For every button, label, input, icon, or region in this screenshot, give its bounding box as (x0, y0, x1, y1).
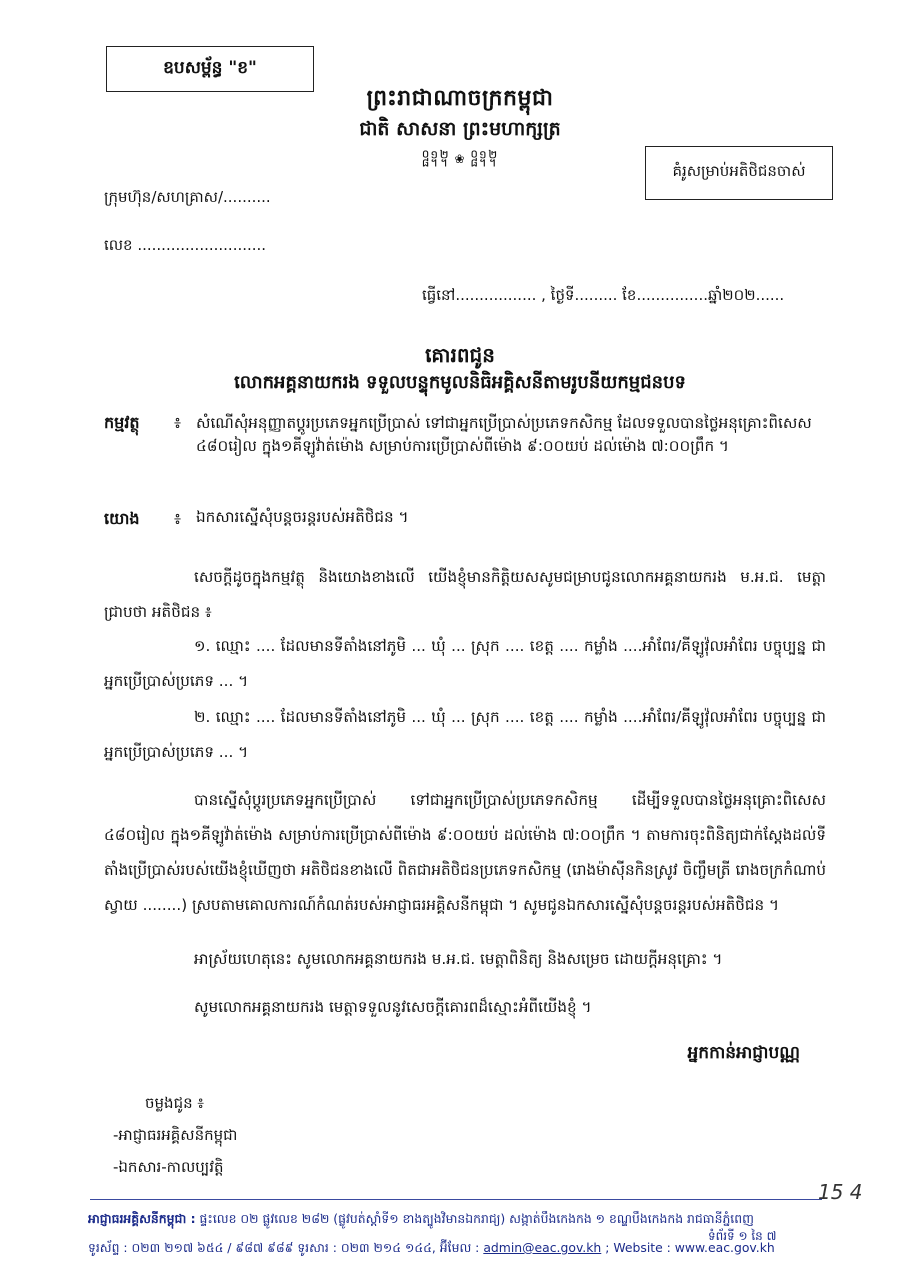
page-number: ទំព័រទី ១ នៃ ៧ (708, 1229, 777, 1243)
body-paragraph-customer-1: ១. ឈ្មោះ .... ដែលមានទីតាំងនៅភូមិ ... ឃុំ ... ស្រុក .... ខេត្ត .... កម្លាំង ....អាំពែរ/គីឡូវ៉ុលអាំពែរ បច្ចុប្បន្ន ជាអ្នកប្រើប្រាស់ប្រភេទ ... ។ (104, 637, 826, 690)
subject-colon: ៖ (174, 413, 182, 432)
handwritten-page-mark: 15 4 (818, 1180, 863, 1204)
company-field: ក្រុមហ៊ុន/សហគ្រាស/.......... (104, 188, 271, 206)
signatory-title: អ្នកកាន់អាជ្ញាបណ្ណ (687, 1043, 800, 1063)
place-date-line: ធ្វើនៅ................. , ថ្ងៃទី......... ខែ...............ឆ្នាំ២០២...... (422, 286, 785, 304)
subject-text: សំណើសុំអនុញ្ញាតប្តូរប្រភេទអ្នកប្រើប្រាស់ ទៅជាអ្នកប្រើប្រាស់ប្រភេទកសិកម្ម ដែលទទួលបានថ្លៃអនុគ្រោះពិសេស ៤៨០រៀល ក្នុង១គីឡូវ៉ាត់ម៉ោង សម្រាប់ការប្រើប្រាស់ពីម៉ោង ៩:០០យប់ ដល់ម៉ោង ៧:០០ព្រឹក ។ (196, 414, 812, 455)
template-label: គំរូសម្រាប់អតិថិជនចាស់ (672, 162, 806, 180)
kingdom-heading: ព្រះរាជាណាចក្រកម្ពុជា (366, 86, 554, 111)
salutation: គោរពជូន (425, 343, 495, 367)
cc-title: ចម្លងជូន ៖ (145, 1094, 204, 1112)
ornament-divider: ᧠᧡᧢ ❀ ᧠᧡᧢ (421, 152, 499, 166)
national-motto: ជាតិ សាសនា ព្រះមហាក្សត្រ (359, 118, 561, 140)
cc-item: -ឯកសារ-កាលប្បវត្តិ (113, 1158, 224, 1176)
footer-org-name: អាជ្ញាធរអគ្គិសនីកម្ពុជា : (88, 1211, 196, 1226)
reference-label: យោង (104, 509, 140, 528)
reference-text: ឯកសារស្នើសុំបន្តចរន្តរបស់អតិថិជន ។ (196, 508, 409, 526)
reference-number-field: លេខ ........................... (104, 236, 267, 254)
subject-label: កម្មវត្ថុ (104, 413, 140, 432)
recipient-title: លោកអគ្គនាយករង ទទួលបន្ទុកមូលនិធិអគ្គិសនីតាមរូបនីយកម្មជនបទ (234, 372, 686, 393)
footer-email-link[interactable]: admin@eac.gov.kh (483, 1240, 602, 1255)
template-label-box (645, 146, 833, 200)
footer-divider (90, 1199, 822, 1200)
body-paragraph-conclusion: អាស្រ័យហេតុនេះ សូមលោកអគ្គនាយករង ម.អ.ជ. មេត្តាពិនិត្យ និងសម្រេច ដោយក្តីអនុគ្រោះ ។ (194, 950, 723, 968)
body-paragraph-customer-2: ២. ឈ្មោះ .... ដែលមានទីតាំងនៅភូមិ ... ឃុំ ... ស្រុក .... ខេត្ត .... កម្លាំង ....អាំពែរ/គីឡូវ៉ុលអាំពែរ បច្ចុប្បន្ន ជាអ្នកប្រើប្រាស់ប្រភេទ ... ។ (104, 708, 826, 761)
annex-label: ឧបសម្ព័ន្ធ "ខ" (163, 57, 257, 78)
body-paragraph-request: បានស្នើសុំប្តូរប្រភេទអ្នកប្រើប្រាស់ ទៅជាអ្នកប្រើប្រាស់ប្រភេទកសិកម្ម ដើម្បីទទួលបានថ្លៃអនុគ្រោះពិសេស ៤៨០រៀល ក្នុង១គីឡូវ៉ាត់ម៉ោង សម្រាប់ការប្រើប្រាស់ពីម៉ោង ៩:០០យប់ ដល់ម៉ោង ៧:០០ព្រឹក ។ តាមការចុះពិនិត្យជាក់ស្តែងដល់ទីតាំងប្រើប្រាស់របស់យើងខ្ញុំឃើញថា អតិថិជនខាងលើ ពិតជាអតិថិជនប្រភេទកសិកម្ម (រោងម៉ាស៊ីនកិនស្រូវ ចិញ្ចឹមត្រី រោងចក្រកំណាប់ស្វាយ ........) ស្របតាមគោលការណ៍កំណត់របស់អាជ្ញាធរអគ្គិសនីកម្ពុជា ។ សូមជូនឯកសារស្នើសុំបន្តចរន្តរបស់អតិថិជន ។ (104, 791, 826, 914)
footer-phone: ទូរស័ព្ទ : ០២៣ ២១៧ ៦៥៤ / ៩៨៧ ៩៨៩ ទូរសារ : ០២៣ ២១៤ ១៤៤, អ៊ីមែល : (88, 1240, 480, 1255)
reference-colon: ៖ (174, 509, 182, 528)
body-paragraph-intro: សេចក្តីដូចក្នុងកម្មវត្ថុ និងយោងខាងលើ យើងខ្ញុំមានកិត្តិយសសូមជម្រាបជូនលោកអគ្គនាយករង ម.អ.ជ. មេត្តា ជ្រាបថា អតិថិជន ៖ (104, 568, 826, 621)
annex-label-box (106, 46, 314, 92)
footer-address: ផ្ទះលេខ ០២ ផ្លូវលេខ ២៨២ (ផ្លូវបត់ស្តាំទី១ ខាងត្បូងវិមានឯករាជ្យ) សង្កាត់បឹងកេងកង ១ ខណ្ឌបឹងកេងកង រាជធានីភ្នំពេញ (199, 1211, 754, 1226)
footer-contact-line (88, 1240, 828, 1259)
body-paragraph-closing: សូមលោកអគ្គនាយករង មេត្តាទទួលនូវសេចក្តីគោរពដ៏ស្មោះអំពីយើងខ្ញុំ ។ (194, 998, 592, 1016)
cc-item: -អាជ្ញាធរអគ្គិសនីកម្ពុជា (113, 1126, 238, 1144)
footer-website[interactable]: ; Website : www.eac.gov.kh (605, 1240, 775, 1255)
